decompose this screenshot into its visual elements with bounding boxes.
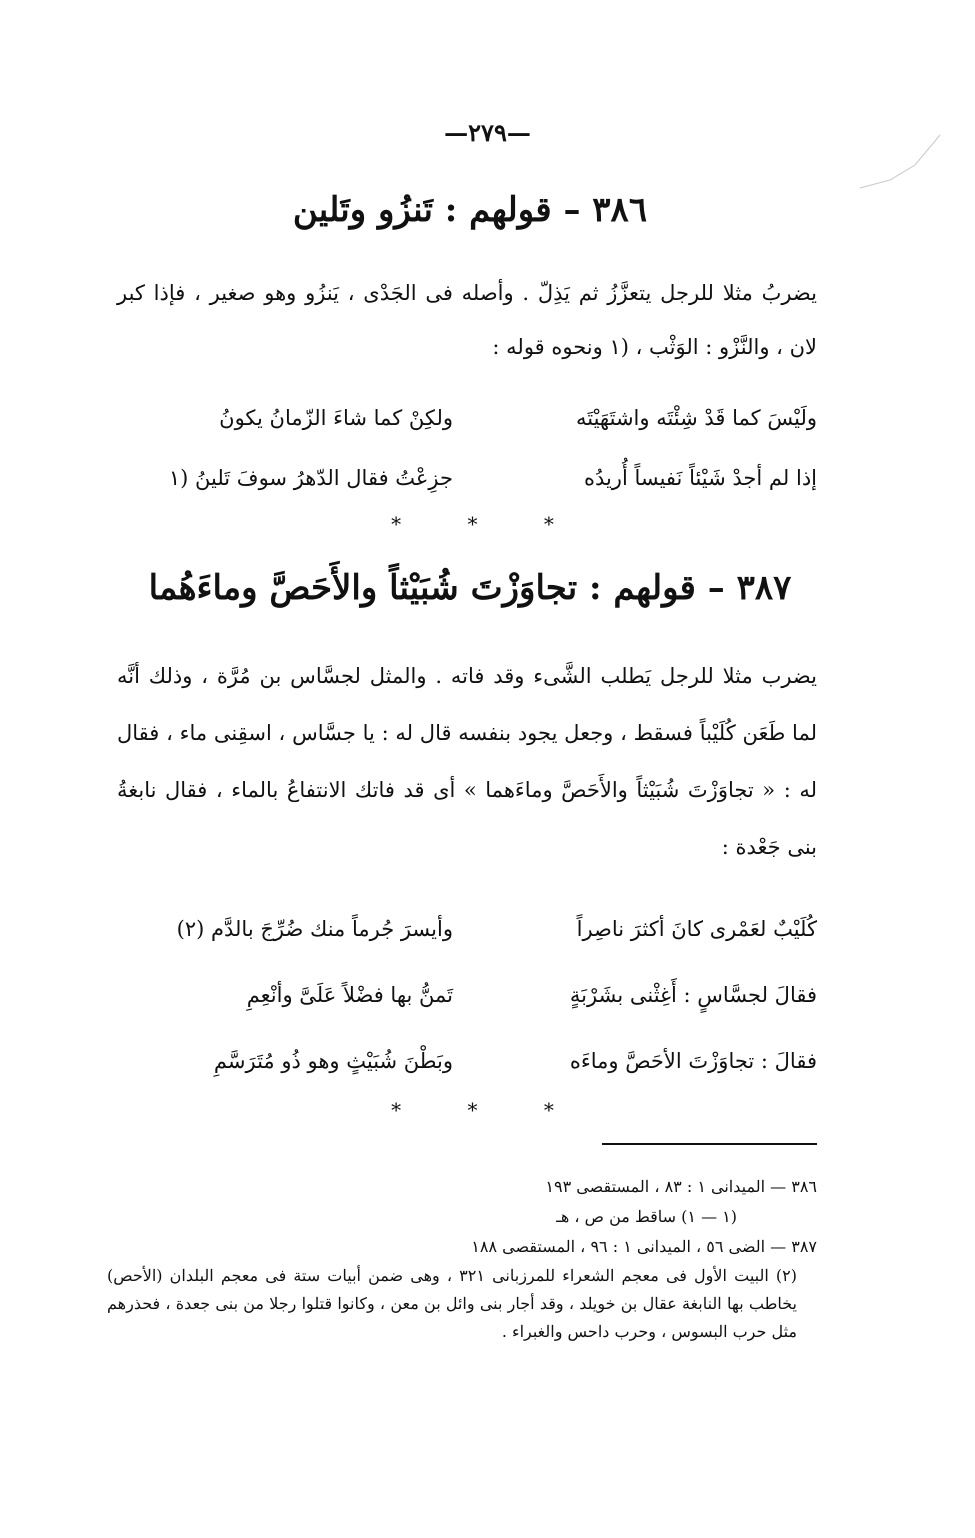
verse-second-hemistich: وبَطْنَ شُبَيْثٍ وهو ذُو مُتَرَسَّمِ xyxy=(213,1049,453,1073)
verse-second-hemistich: تَمنُّ بها فضْلاً عَلَىَّ وأنْعِمِ xyxy=(246,983,453,1007)
section-paragraph-386: يضربُ مثلا للرجل يتعزَّزُ ثم يَذِلّ . وأصله فى الجَدْى ، يَنزُو وهو صغير ، فإذا كبر لان ، والنَّزْو : الوَثْب ، (١ ونحوه قوله : xyxy=(117,281,817,359)
section-heading-387: ٣٨٧ – قولهم : تجاوَزْتَ شُبَيْثاً والأَحَصَّ وماءَهُما xyxy=(148,568,792,608)
verse-first-hemistich: فقالَ : تجاوَزْتَ الأحَصَّ وماءَه xyxy=(569,1049,817,1073)
footnote: (١ — ١) ساقط من ص ، هـ xyxy=(556,1207,737,1226)
footnote: ٣٨٧ — الضى ٥٦ ، الميدانى ١ : ٩٦ ، المستقصى ١٨٨ xyxy=(471,1237,817,1256)
verse-first-hemistich: ولَيْسَ كما قَدْ شِئْتَه واشتَهَيْتَه xyxy=(576,406,817,430)
verse-block-387 xyxy=(117,896,817,1094)
verse-second-hemistich: ولكِنْ كما شاءَ الزّمانُ يكونُ xyxy=(219,406,453,430)
footnote: (٢) البيت الأول فى معجم الشعراء للمرزبانى ٣٢١ ، وهى ضمن أبيات ستة فى معجم البلدان (الأحص) يخاطب بها النابغة عقال بن خويلد ، وقد أجار بنى وائل بن معن ، وكانوا قتلوا رجلا من بنى جعدة ، فحذرهم مثل حرب البسوس ، وحرب داحس والغبراء . xyxy=(107,1266,798,1341)
verse-second-hemistich: جزِعْتُ فقال الدّهرُ سوفَ تَلينُ (١ xyxy=(168,466,453,490)
footnote: ٣٨٦ — الميدانى ١ : ٨٣ ، المستقصى ١٩٣ xyxy=(545,1177,817,1196)
section-separator: * * * xyxy=(391,1098,584,1122)
section-separator: * * * xyxy=(391,512,584,536)
footnote-rule xyxy=(602,1143,817,1145)
footnotes xyxy=(107,1172,817,1346)
verse-line xyxy=(117,388,817,448)
verse-line xyxy=(117,448,817,508)
verse-line xyxy=(117,1028,817,1094)
verse-first-hemistich: فقالَ لجسَّاسٍ : أَغِثْنى بشَرْبَةٍ xyxy=(569,983,817,1007)
verse-first-hemistich: إذا لم أجدْ شَيْئاً نَفيساً أُريدُه xyxy=(583,466,817,490)
page-number: —٢٧٩— xyxy=(444,118,531,147)
verse-line xyxy=(117,896,817,962)
verse-block-386 xyxy=(117,388,817,508)
verse-line xyxy=(117,962,817,1028)
section-paragraph-387: يضرب مثلا للرجل يَطلب الشَّىء وقد فاته . والمثل لجسَّاس بن مُرَّة ، وذلك أنَّه لما طَعَن كُلَيْباً فسقط ، وجعل يجود بنفسه قال له : يا جسَّاس ، اسقِنى ماء ، فقال له : « تجاوَزْتَ شُبَيْثاً والأَحَصَّ وماءَهما » أى قد فاتك الانتفاعُ بالماء ، فقال نابغةُ بنى جَعْدة : xyxy=(117,664,817,859)
section-heading-386: ٣٨٦ – قولهم : تَنزُو وتَلين xyxy=(292,190,648,230)
verse-first-hemistich: كُلَيْبٌ لعَمْرى كانَ أكثرَ ناصِراً xyxy=(576,917,817,941)
verse-second-hemistich: وأيسرَ جُرماً منك ضُرِّجَ بالدَّم (٢) xyxy=(176,917,453,941)
